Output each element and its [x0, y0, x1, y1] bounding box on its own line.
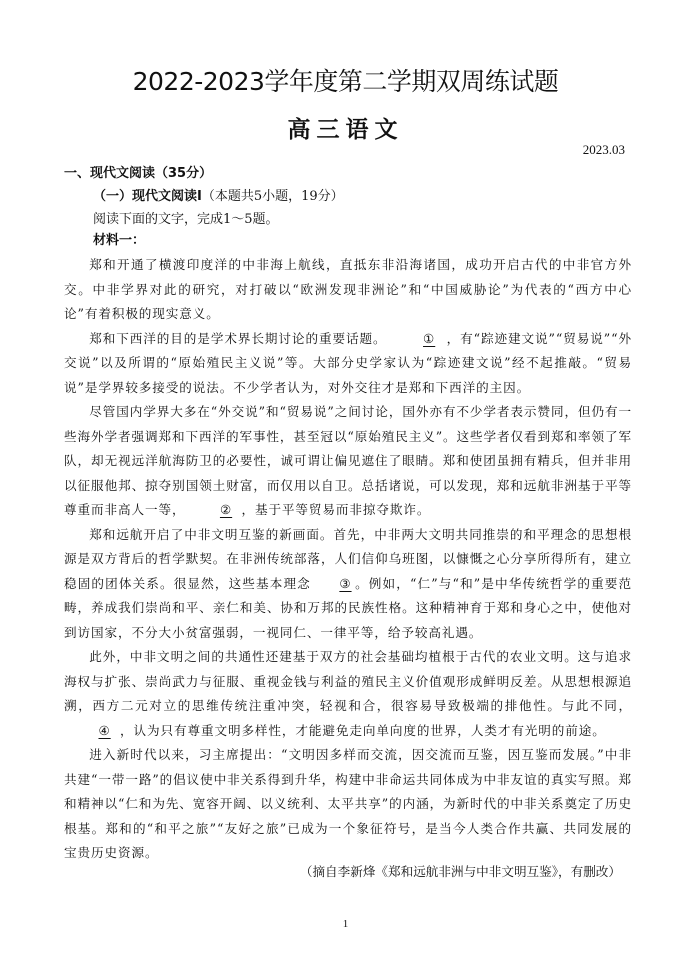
paragraph-text: 郑和开通了横渡印度洋的中非海上航线，直抵东非沿海诸国，成功开启古代的中非官方外交。中非学界对此的研究，对打破以“欧洲发现非洲论”和“中国威胁论”为代表的“西方中心论”有着积极的现实意义。 — [64, 257, 632, 321]
paragraph-text: 尽管国内学界大多在“外交说”和“贸易说”之间讨论，国外亦有不少学者表示赞同，但仍有一些海外学者强调郑和下西洋的军事性，甚至冠以“原始殖民主义”。这些学者仅看到郑和率领了军队，却无视远洋航海防卫的必要性，诚可谓让偏见遮住了眼睛。郑和使团虽拥有精兵，但并非用以征服他邦、掠夺别国领土财富，而仅用以自卫。总括诸说，可以发现，郑和远航非洲基于平等尊重而非高人一等， — [64, 404, 632, 517]
paragraph-text: 进入新时代以来，习主席提出：“文明因多样而交流，因交流而互鉴，因互鉴而发展。”中非共建“一带一路”的倡议使中非关系得到升华，构建中非命运共同体成为中非友谊的真实写照。郑和精神以“仁和为先、宽容开阔、以义统利、太平共享”的内涵，为新时代的中非关系奠定了历史根基。郑和的“和平之旅”“友好之旅”已成为一个象征符号，是当今人类合作共赢、共同发展的宝贵历史资源。 — [64, 747, 632, 860]
paragraph-text: 郑和远航开启了中非文明互鉴的新画面。首先，中非两大文明共同推崇的和平理念的思想根源是双方背后的哲学默契。在非洲传统部落，人们信仰乌班图，以慷慨之心分享所得所有，建立稳固的团体关系。很显然，这些基本理念 — [64, 526, 632, 591]
paragraph — [64, 645, 632, 743]
page-number: 1 — [342, 918, 349, 930]
instruction-text: 阅读下面的文字，完成1～5题。 — [93, 212, 279, 227]
paragraph-text: 。例如，“仁”与“和”是中华传统哲学的重要范畴，养成我们崇尚和平、亲仁和美、协和万邦的民族性格。这种精神育于郑和身心之中，使他对到访国家，不分大小贫富强弱，一视同仁、一律平等，给予较高礼遇。 — [64, 575, 632, 640]
section-heading: 一、现代文阅读（35分） — [64, 166, 213, 181]
paragraph — [64, 523, 632, 646]
exam-date: 2023.03 — [582, 142, 625, 157]
source-citation: （摘自李新烽《郑和远航非洲与中非文明互鉴》，有删改） — [299, 864, 621, 879]
fill-blank-4[interactable]: ④ — [98, 722, 111, 738]
fill-blank-2[interactable]: ② — [219, 502, 233, 517]
paragraph — [64, 253, 632, 327]
fill-blank-1[interactable]: ① — [423, 330, 436, 346]
fill-blank-3[interactable]: ③ — [339, 575, 352, 591]
page-subtitle: 高三语文 — [287, 117, 404, 143]
subsection-note: （本题共5小题，19分） — [201, 189, 344, 204]
paragraph-text: ，有“踪迹建文说”“贸易说”“外交说”以及所谓的“原始殖民主义说”等。大部分史学家认为“踪迹建文说”经不起推敲。“贸易说”是学界较多接受的说法。不少学者认为，对外交往才是郑和下西洋的主因。 — [64, 330, 632, 395]
paragraph-text: ，基于平等贸易而非掠夺欺诈。 — [241, 502, 431, 517]
paragraph — [64, 743, 632, 866]
paragraph-text: 郑和下西洋的目的是学术界长期讨论的重要话题。 — [89, 330, 387, 346]
paragraph-text: 此外，中非文明之间的共通性还建基于双方的社会基础均植根于古代的农业文明。这与追求海权与扩张、崇尚武力与征服、重视金钱与利益的殖民主义价值观形成鲜明反差。从思想根源追溯，西方二元对立的思维传统注重冲突，轻视和合，很容易导致极端的排他性。与此不同， — [64, 649, 632, 713]
article-body — [64, 253, 632, 866]
paragraph — [64, 400, 632, 523]
material-label: 材料一： — [93, 233, 146, 248]
paragraph — [64, 327, 632, 401]
paragraph-text: ，认为只有尊重文明多样性，才能避免走向单向度的世界，人类才有光明的前途。 — [120, 722, 606, 738]
page-title: 2022-2023学年度第二学期双周练试题 — [132, 67, 559, 96]
subsection-heading — [93, 185, 344, 204]
subsection-title: （一）现代文阅读Ⅰ — [93, 189, 202, 204]
